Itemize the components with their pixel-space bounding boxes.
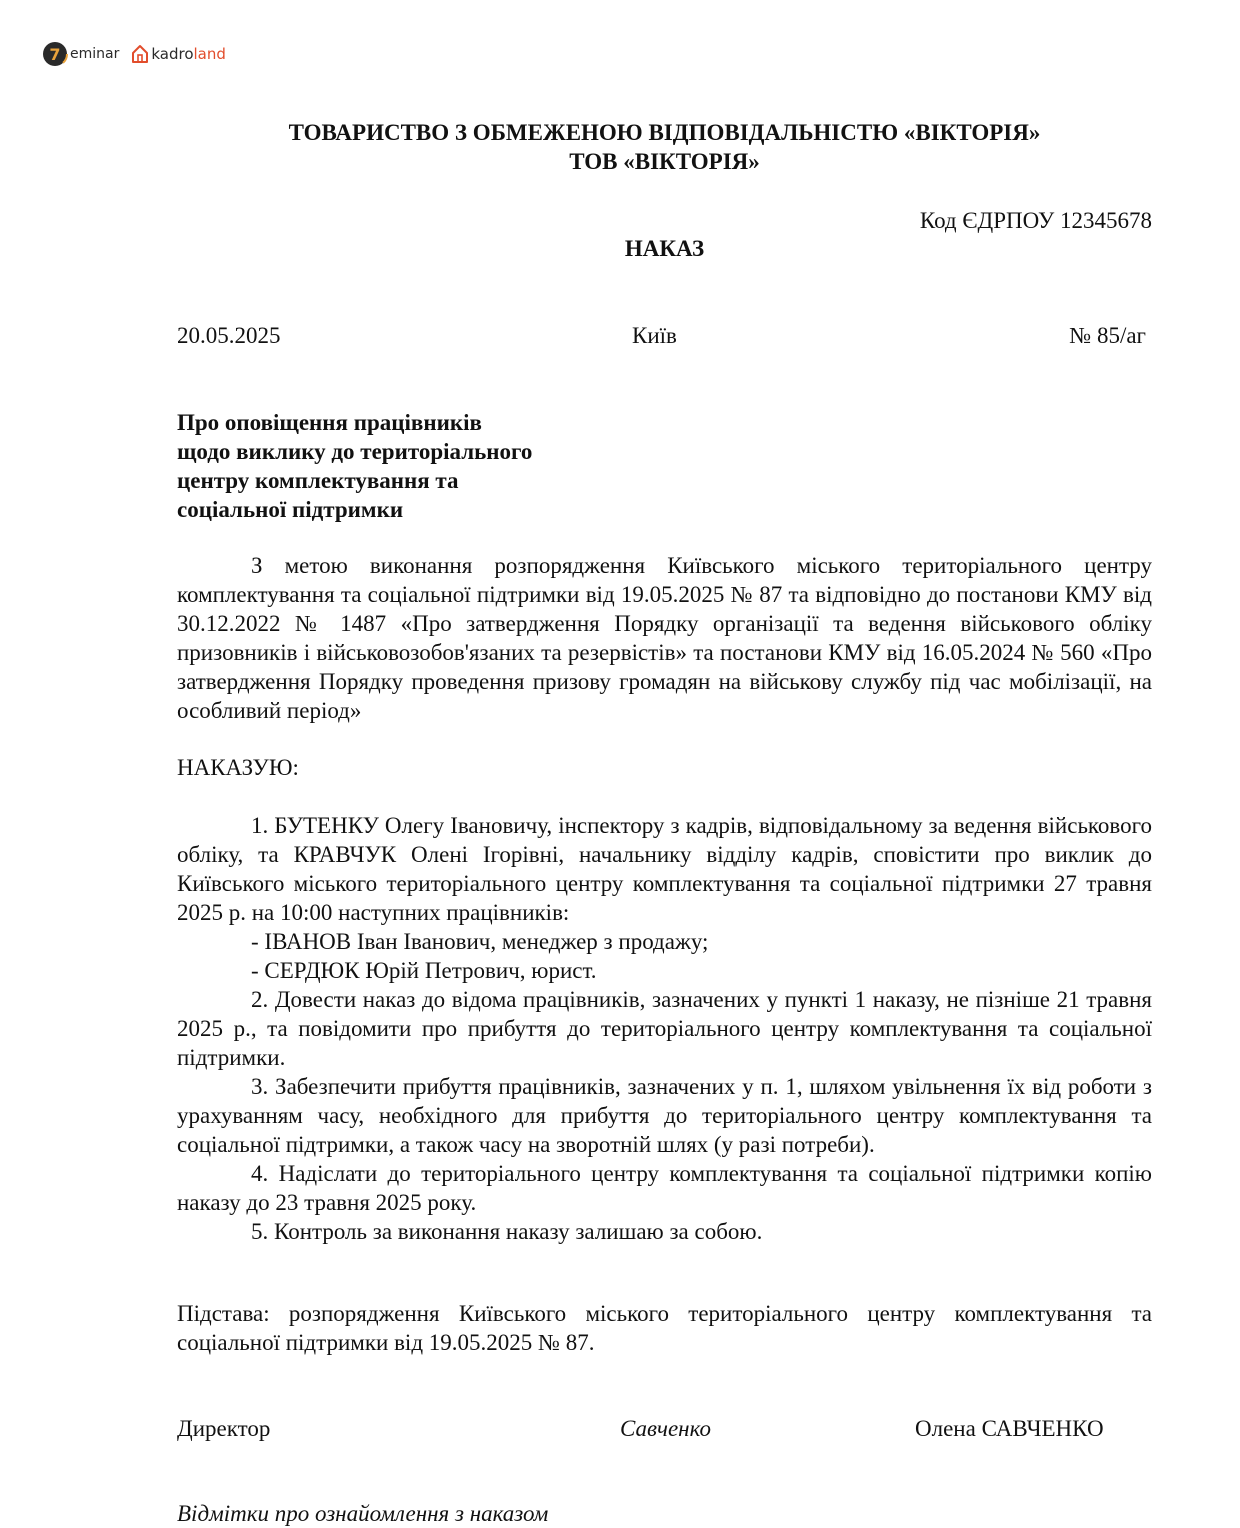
preamble-paragraph: З метою виконання розпорядження Київського міського територіального центру комплектування та соціальної підтримки від 19.05.2025 № 87 та відповідно до постанови КМУ від 30.12.2022 № 1487 «Про затвердження Порядку організації та ведення військового обліку призовників і військовозобов'язаних та резервістів» та постанови КМУ від 16.05.2024 № 560 «Про затвердження Порядку проведення призову громадян на військову службу під час мобілізації, на особливий період» <box>177 553 1152 723</box>
subject-line: соціальної підтримки <box>177 497 404 522</box>
zeminar-logo-text: eminar <box>70 46 120 62</box>
employee-list-item: - ІВАНОВ Іван Іванович, менеджер з продажу; <box>251 929 709 954</box>
zeminar-mark-icon <box>42 41 68 67</box>
signature: Савченко <box>620 1416 711 1441</box>
order-city: Київ <box>632 323 677 348</box>
subject-line: щодо виклику до територіального <box>177 439 533 464</box>
kadroland-text-a: kadro <box>151 45 194 63</box>
order-items <box>177 811 1152 1246</box>
publisher-logos <box>42 38 226 70</box>
employee-list-item: - СЕРДЮК Юрій Петрович, юрист. <box>251 958 597 983</box>
kadroland-text-b: land <box>193 45 226 63</box>
signatory-position: Директор <box>177 1416 271 1441</box>
signatory-name: Олена САВЧЕНКО <box>915 1416 1104 1441</box>
order-item-5: 5. Контроль за виконання наказу залишаю за собою. <box>251 1219 763 1244</box>
order-number: № 85/аг <box>1069 323 1146 348</box>
kadroland-logo-text <box>151 45 226 63</box>
order-item-4: 4. Надіслати до територіального центру комплектування та соціальної підтримки копію наказу до 23 травня 2025 року. <box>177 1161 1152 1215</box>
acknowledgement-heading: Відмітки про ознайомлення з наказом <box>177 1501 549 1526</box>
order-date: 20.05.2025 <box>177 323 281 348</box>
subject-line: центру комплектування та <box>177 468 459 493</box>
kadroland-logo <box>131 44 226 64</box>
kadroland-house-icon <box>131 44 149 64</box>
company-full-name: ТОВАРИСТВО З ОБМЕЖЕНОЮ ВІДПОВІДАЛЬНІСТЮ «ВІКТОРІЯ» <box>288 120 1041 145</box>
order-keyword: НАКАЗУЮ: <box>177 755 299 780</box>
basis-paragraph: Підстава: розпорядження Київського міського територіального центру комплектування та соціальної підтримки від 19.05.2025 № 87. <box>177 1301 1152 1355</box>
order-item-1: 1. БУТЕНКУ Олегу Івановичу, інспектору з кадрів, відповідальному за ведення військового обліку, та КРАВЧУК Олені Ігорівні, начальнику відділу кадрів, сповістити про виклик до Київського міського територіального центру комплектування та соціальної підтримки 27 травня 2025 р. на 10:00 наступних працівників: <box>177 813 1152 925</box>
zeminar-logo <box>42 41 119 67</box>
order-item-2: 2. Довести наказ до відома працівників, зазначених у пункті 1 наказу, не пізніше 21 травня 2025 р., та повідомити про прибуття до територіального центру комплектування та соціальної підтримки. <box>177 987 1152 1070</box>
order-subject <box>177 408 597 524</box>
subject-line: Про оповіщення працівників <box>177 410 482 435</box>
order-item-3: 3. Забезпечити прибуття працівників, зазначених у п. 1, шляхом увільнення їх від роботи з урахуванням часу, необхідного для прибуття до територіального центру комплектування та соціальної підтримки, а також часу на зворотній шлях (у разі потреби). <box>177 1074 1152 1157</box>
document-type-title: НАКАЗ <box>624 236 705 261</box>
zeminar-mark-text: 7 <box>49 45 61 64</box>
company-short-name: ТОВ «ВІКТОРІЯ» <box>569 149 760 174</box>
edrpou-code: Код ЄДРПОУ 12345678 <box>919 208 1152 233</box>
